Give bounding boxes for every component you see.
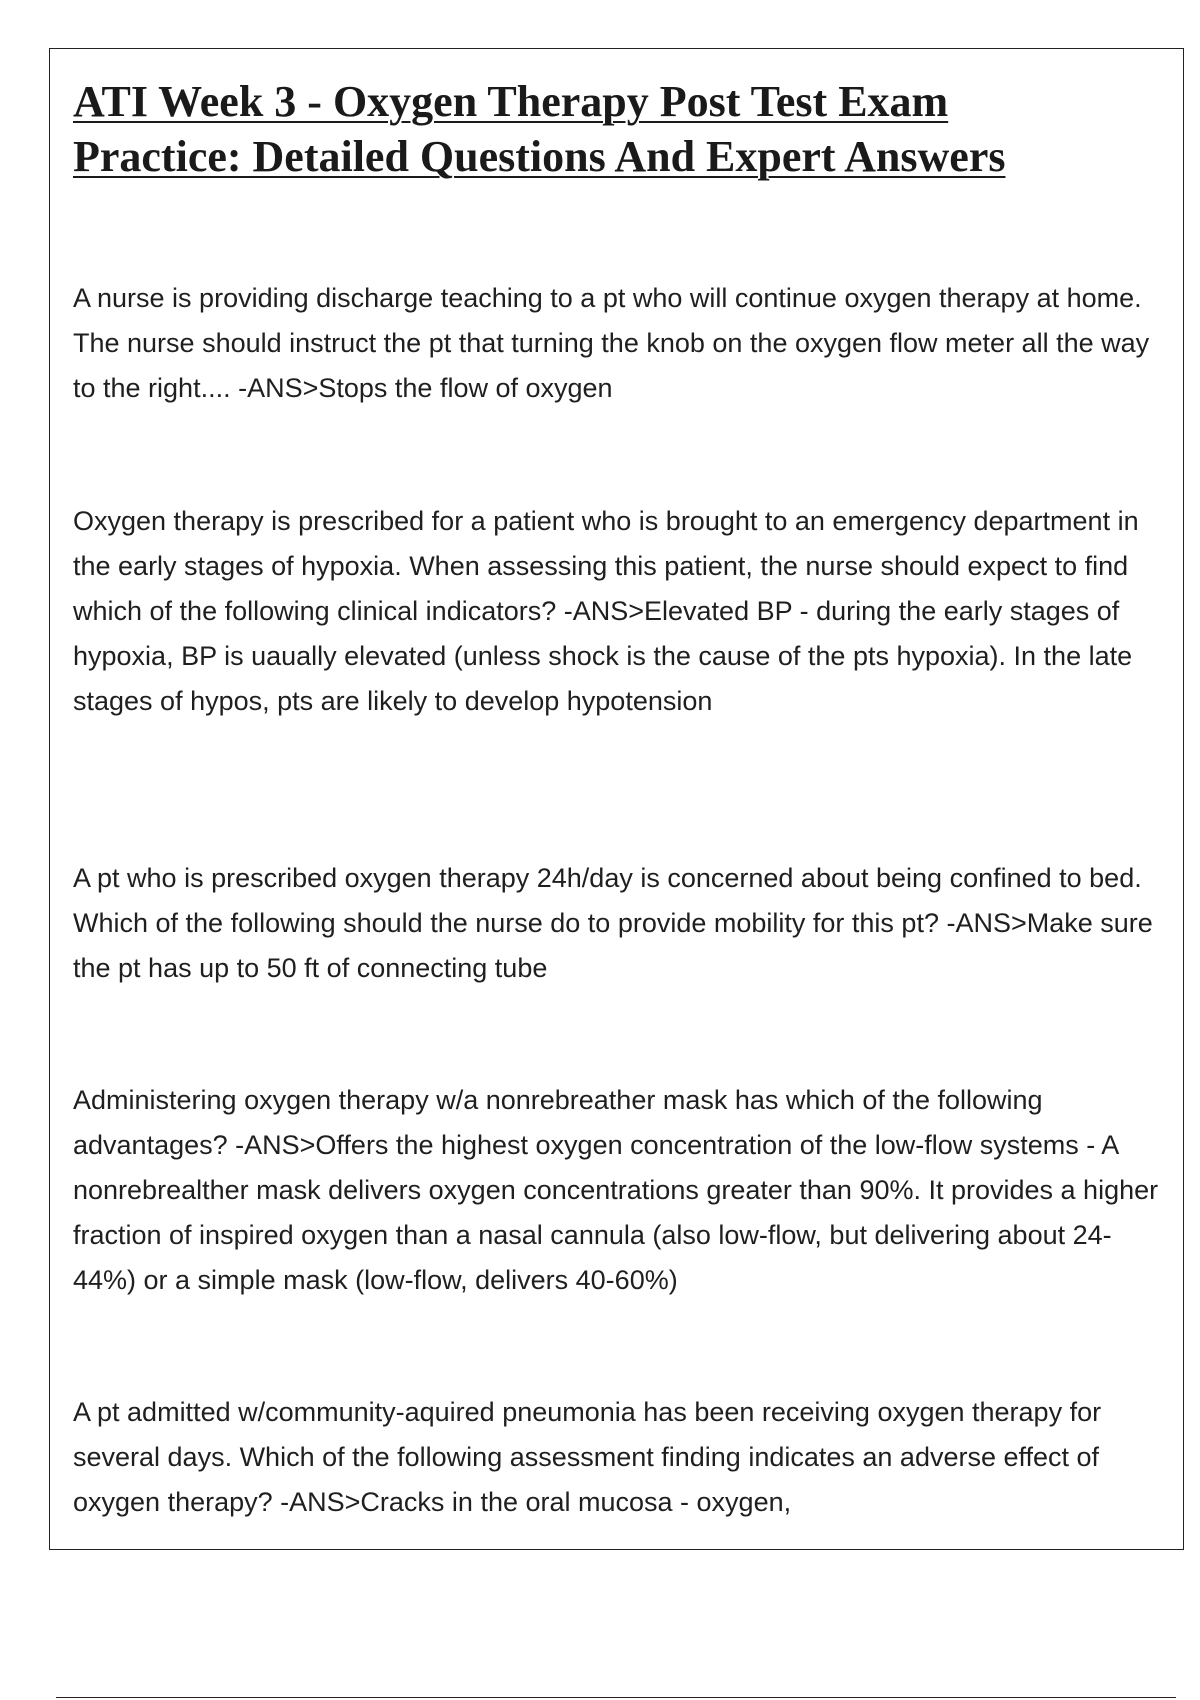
title-line-1: ATI Week 3 - Oxygen Therapy Post Test Exam <box>73 77 949 126</box>
question-answer-paragraph: Oxygen therapy is prescribed for a patient who is brought to an emergency department in the early stages of hypoxia. When assessing this patient, the nurse should expect to find which of the following clinical indicators? -ANS>Elevated BP - during the early stages of hypoxia, BP is uaually elevated (unless shock is the cause of the pts hypoxia). In the late stages of hypos, pts are likely to develop hypotension <box>73 506 1139 716</box>
question-answer-paragraph: A pt who is prescribed oxygen therapy 24h/day is concerned about being confined to bed. Which of the following should the nurse do to provide mobility for this pt? -ANS>Make sure the pt has up to 50 ft of connecting tube <box>73 863 1153 983</box>
page-border <box>49 48 1184 1550</box>
footer-divider <box>56 1697 1176 1698</box>
question-answer-paragraph: Administering oxygen therapy w/a nonrebreather mask has which of the following advantages? -ANS>Offers the highest oxygen concentration of the low-flow systems - A nonrebrealther mask delivers oxygen concentrations greater than 90%. It provides a higher fraction of inspired oxygen than a nasal cannula (also low-flow, but delivering about 24-44%) or a simple mask (low-flow, delivers 40-60%) <box>73 1085 1159 1295</box>
document-title <box>73 74 1153 184</box>
question-answer-paragraph: A nurse is providing discharge teaching to a pt who will continue oxygen therapy at home. The nurse should instruct the pt that turning the knob on the oxygen flow meter all the way to the right.... -ANS>Stops the flow of oxygen <box>73 283 1150 403</box>
title-line-2: Practice: Detailed Questions And Expert Answers <box>73 132 1006 181</box>
question-answer-paragraph: A pt admitted w/community-aquired pneumonia has been receiving oxygen therapy for several days. Which of the following assessment finding indicates an adverse effect of oxygen therapy? -ANS>Cracks in the oral mucosa - oxygen, <box>73 1397 1102 1517</box>
